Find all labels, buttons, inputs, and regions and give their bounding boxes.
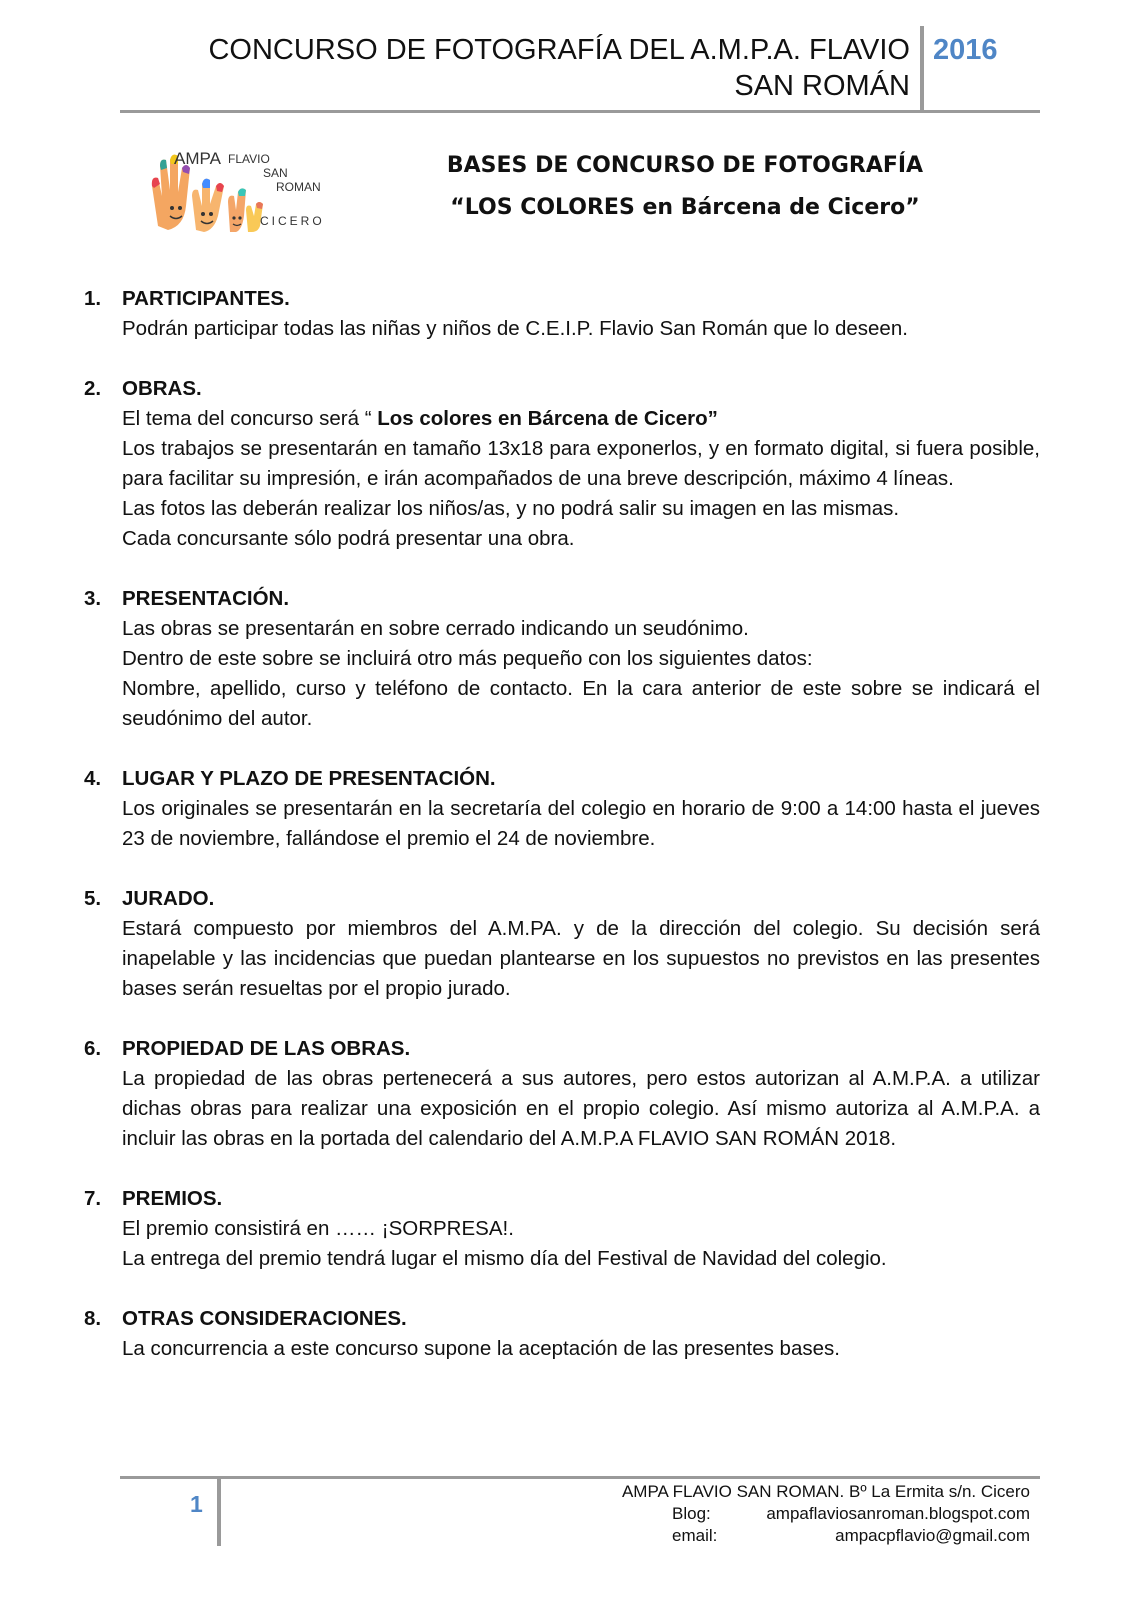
section-title: OTRAS CONSIDERACIONES. [122,1307,407,1330]
section-jurado [84,884,1040,1004]
section-number: 4. [84,767,102,790]
paragraph: La propiedad de las obras pertenecerá a sus autores, pero estos autorizan al A.M.P.A. a utilizar dichas obras para realizar una exposición en el propio colegio. Así mismo autoriza al A.M.P.A. a incluir las obras en la portada del calendario del A.M.P.A FLAVIO SAN ROMÁN 2018. [122,1067,1040,1150]
section-title: OBRAS. [122,377,202,400]
document-title-line1: BASES DE CONCURSO DE FOTOGRAFÍA [446,153,924,178]
section-title: PROPIEDAD DE LAS OBRAS. [122,1037,411,1060]
section-number: 6. [84,1037,102,1060]
section-heading [84,284,1040,314]
section-heading [84,1034,1040,1064]
section-body [122,1064,1040,1154]
section-body [122,314,1040,344]
blog-label: Blog: [672,1504,711,1523]
paragraph: El premio consistirá en …… ¡SORPRESA!. [122,1217,514,1240]
section-number: 2. [84,377,102,400]
section-body [122,404,1040,554]
section-body [122,614,1040,734]
header-title [120,32,910,104]
section-obras [84,374,1040,554]
header-title-line2: SAN ROMÁN [734,70,910,102]
footer-email-row [560,1525,1030,1547]
section-title: PRESENTACIÓN. [122,587,290,610]
section-heading [84,374,1040,404]
paragraph: Estará compuesto por miembros del A.M.PA. y de la dirección del colegio. Su decisión será inapelable y las incidencias que puedan plantearse en los supuestos no previstos en las presentes bases serán resueltas por el propio jurado. [122,917,1040,1000]
section-participantes [84,284,1040,344]
footer-blog-row [560,1503,1030,1525]
section-lugar-plazo [84,764,1040,854]
footer-divider-horizontal [120,1476,1040,1479]
header-divider-horizontal [120,110,1040,113]
footer-address: AMPA FLAVIO SAN ROMAN. Bº La Ermita s/n. Cicero [621,1482,1030,1501]
section-number: 3. [84,587,102,610]
page-number: 1 [190,1491,203,1517]
logo-text-flavio: FLAVIO [228,152,270,166]
email-label: email: [672,1526,718,1545]
section-presentacion [84,584,1040,734]
logo-text-ampa: AMPA [174,149,221,168]
paragraph: Los trabajos se presentarán en tamaño 13x18 para exponerlos, y en formato digital, si fuera posible, para facilitar su impresión, e irán acompañados de una breve descripción, máximo 4 líneas. [122,437,1040,490]
section-body [122,914,1040,1004]
theme-name: Los colores en Bárcena de Cicero” [377,407,718,430]
rules-list [84,284,1040,1394]
logo-text-san: SAN [263,166,288,180]
footer-contact [560,1481,1030,1547]
header-title-line1: CONCURSO DE FOTOGRAFÍA DEL A.M.P.A. FLAVIO [208,34,910,66]
section-heading [84,1304,1040,1334]
section-title: PREMIOS. [122,1187,223,1210]
blog-link[interactable]: ampaflaviosanroman.blogspot.com [766,1504,1030,1523]
section-number: 7. [84,1187,102,1210]
section-heading [84,764,1040,794]
email-link[interactable]: ampacpflavio@gmail.com [835,1526,1030,1545]
section-body [122,1214,1040,1274]
paragraph: Podrán participar todas las niñas y niños de C.E.I.P. Flavio San Román que lo deseen. [122,317,908,340]
paragraph: Nombre, apellido, curso y teléfono de contacto. En la cara anterior de este sobre se indicará el seudónimo del autor. [122,677,1040,730]
document-title [390,145,980,229]
section-body [122,794,1040,854]
section-propiedad [84,1034,1040,1154]
document-title-line2: “LOS COLORES en Bárcena de Cicero” [450,195,920,220]
section-otras-consideraciones [84,1304,1040,1364]
section-heading [84,584,1040,614]
header-divider-vertical [920,26,924,112]
section-heading [84,1184,1040,1214]
paragraph: La concurrencia a este concurso supone la aceptación de las presentes bases. [122,1337,840,1360]
footer-divider-vertical [217,1476,221,1546]
header-year: 2016 [933,34,998,66]
paragraph: Dentro de este sobre se incluirá otro más pequeño con los siguientes datos: [122,647,813,670]
section-title: PARTICIPANTES. [122,287,290,310]
paragraph: Cada concursante sólo podrá presentar una obra. [122,527,575,550]
theme-prefix: El tema del concurso será “ [122,407,378,430]
paragraph: Las fotos las deberán realizar los niños/as, y no podrá salir su imagen en las mismas. [122,497,900,520]
section-title: JURADO. [122,887,215,910]
logo-text-cicero: CICERO [260,214,325,228]
section-premios [84,1184,1040,1274]
paragraph: Las obras se presentarán en sobre cerrado indicando un seudónimo. [122,617,749,640]
section-title: LUGAR Y PLAZO DE PRESENTACIÓN. [122,767,496,790]
section-number: 8. [84,1307,102,1330]
paragraph: La entrega del premio tendrá lugar el mismo día del Festival de Navidad del colegio. [122,1247,887,1270]
paragraph: Los originales se presentarán en la secretaría del colegio en horario de 9:00 a 14:00 hasta el jueves 23 de noviembre, fallándose el premio el 24 de noviembre. [122,797,1040,850]
section-body [122,1334,1040,1364]
section-heading [84,884,1040,914]
section-number: 5. [84,887,102,910]
logo-text-roman: ROMAN [276,180,321,194]
ampa-logo [148,146,326,232]
section-number: 1. [84,287,102,310]
paragraph-theme [122,404,1040,434]
